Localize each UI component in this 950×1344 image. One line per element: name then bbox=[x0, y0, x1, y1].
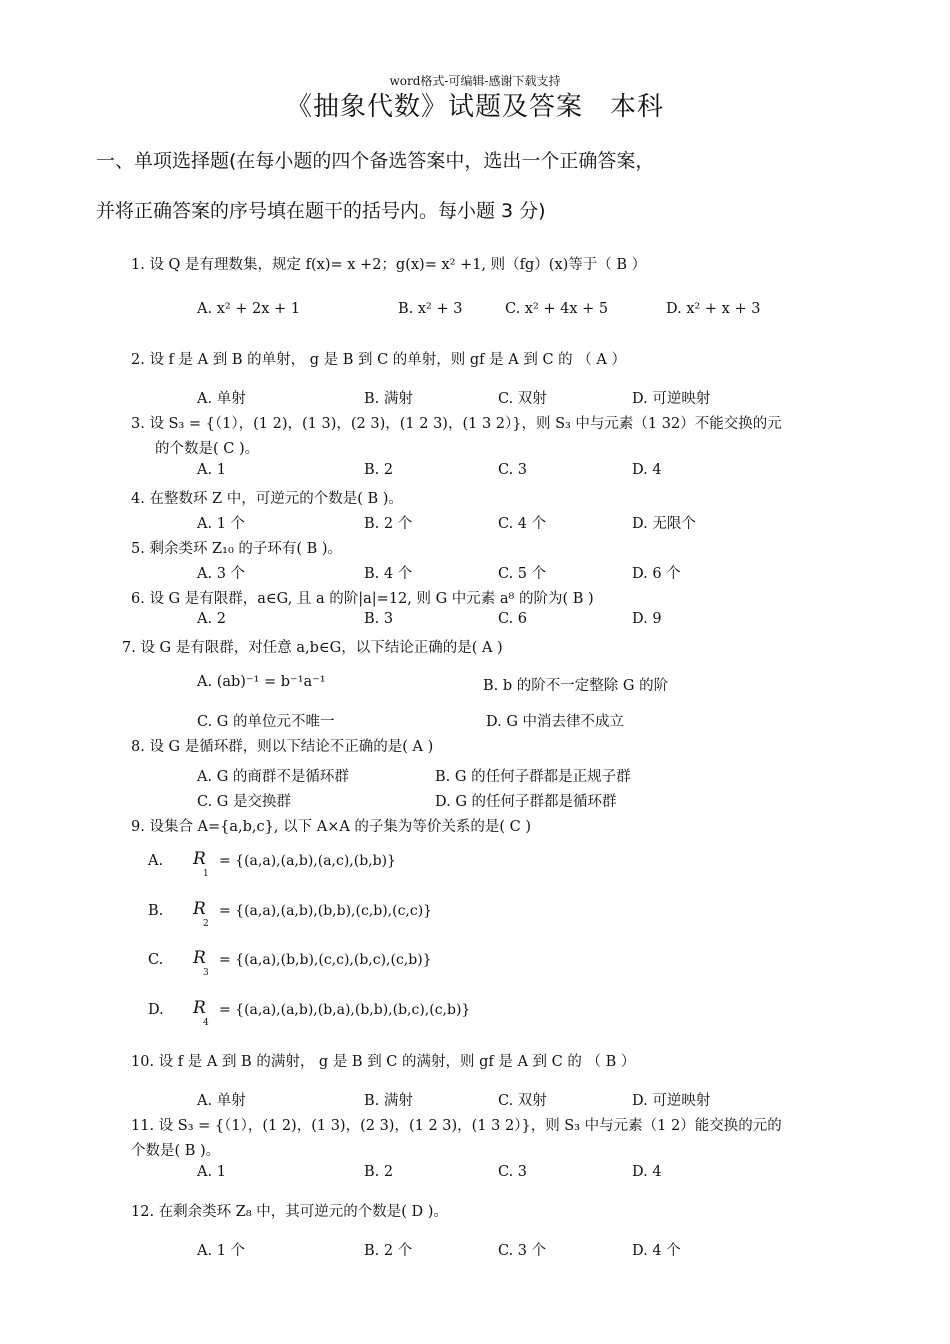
question-3-option-d: D. 4 bbox=[632, 462, 662, 478]
question-11-option-c: C. 3 bbox=[498, 1164, 528, 1180]
relation-subscript: 3 bbox=[203, 968, 209, 978]
question-6-option-b: B. 3 bbox=[364, 611, 394, 627]
question-2-option-a: A. 单射 bbox=[197, 391, 246, 407]
question-11-option-a: A. 1 bbox=[197, 1164, 226, 1180]
section-heading-line2: 并将正确答案的序号填在题干的括号内。每小题 3 分) bbox=[96, 200, 546, 222]
question-7-option-b: B. b 的阶不一定整除 G 的阶 bbox=[483, 678, 669, 694]
question-7-option-a: A. (ab)⁻¹ = b⁻¹a⁻¹ bbox=[197, 674, 326, 690]
relation-set: = {(a,a),(a,b),(a,c),(b,b)} bbox=[219, 853, 396, 869]
question-5-option-d: D. 6 个 bbox=[632, 566, 681, 582]
question-11-option-b: B. 2 bbox=[364, 1164, 394, 1180]
question-12-option-d: D. 4 个 bbox=[632, 1243, 681, 1259]
question-10-option-b: B. 满射 bbox=[364, 1093, 413, 1109]
relation-symbol: R bbox=[193, 849, 206, 869]
question-1-stem: 1. 设 Q 是有理数集，规定 f(x)= x +2；g(x)= x² +1, 则（fg）(x)等于（ B ） bbox=[131, 257, 647, 273]
question-1-option-b: B. x² + 3 bbox=[398, 301, 463, 317]
question-6-option-a: A. 2 bbox=[197, 611, 226, 627]
question-5-option-b: B. 4 个 bbox=[364, 566, 413, 582]
relation-symbol: R bbox=[193, 998, 206, 1018]
question-9-relation-3 bbox=[193, 948, 533, 978]
question-10-option-c: C. 双射 bbox=[498, 1093, 547, 1109]
question-4-stem: 4. 在整数环 Z 中，可逆元的个数是( B )。 bbox=[131, 491, 403, 507]
question-8-option-d: D. G 的任何子群都是循环群 bbox=[435, 794, 617, 810]
question-9-stem: 9. 设集合 A={a,b,c}, 以下 A×A 的子集为等价关系的是( C ) bbox=[131, 819, 532, 835]
relation-symbol: R bbox=[193, 948, 206, 968]
question-4-option-c: C. 4 个 bbox=[498, 516, 547, 532]
question-7-stem: 7. 设 G 是有限群，对任意 a,b∈G，以下结论正确的是( A ) bbox=[122, 640, 503, 656]
question-5-stem: 5. 剩余类环 Z₁₀ 的子环有( B )。 bbox=[131, 541, 343, 557]
question-9-option-c: C. bbox=[148, 952, 164, 968]
question-4-option-b: B. 2 个 bbox=[364, 516, 413, 532]
page-title: 《抽象代数》试题及答案 本科 bbox=[285, 92, 664, 122]
question-4-option-a: A. 1 个 bbox=[197, 516, 246, 532]
question-11-stem-cont: 个数是( B )。 bbox=[131, 1143, 221, 1159]
question-6-option-d: D. 9 bbox=[632, 611, 662, 627]
question-12-option-c: C. 3 个 bbox=[498, 1243, 547, 1259]
question-5-option-c: C. 5 个 bbox=[498, 566, 547, 582]
question-8-option-b: B. G 的任何子群都是正规子群 bbox=[435, 769, 631, 785]
question-9-relation-1 bbox=[193, 849, 513, 879]
question-11-stem: 11. 设 S₃ = {（1），(1 2)，(1 3)，(2 3)，(1 2 3)，(1 3 2）}，则 S₃ 中与元素（1 2）能交换的元的 bbox=[131, 1118, 782, 1134]
question-7-option-c: C. G 的单位元不唯一 bbox=[197, 714, 335, 730]
question-1-option-c: C. x² + 4x + 5 bbox=[505, 301, 609, 317]
question-4-option-d: D. 无限个 bbox=[632, 516, 696, 532]
question-12-option-b: B. 2 个 bbox=[364, 1243, 413, 1259]
question-11-option-d: D. 4 bbox=[632, 1164, 662, 1180]
question-3-option-a: A. 1 bbox=[197, 462, 226, 478]
relation-set: = {(a,a),(b,b),(c,c),(b,c),(c,b)} bbox=[219, 952, 432, 968]
question-9-relation-2 bbox=[193, 899, 533, 929]
relation-subscript: 1 bbox=[203, 869, 209, 879]
question-10-option-a: A. 单射 bbox=[197, 1093, 246, 1109]
question-2-stem: 2. 设 f 是 A 到 B 的单射， g 是 B 到 C 的单射，则 gf 是 A 到 C 的 （ A ） bbox=[131, 352, 626, 368]
relation-set: = {(a,a),(a,b),(b,a),(b,b),(b,c),(c,b)} bbox=[219, 1002, 471, 1018]
question-8-option-c: C. G 是交换群 bbox=[197, 794, 291, 810]
question-3-option-c: C. 3 bbox=[498, 462, 528, 478]
question-9-option-b: B. bbox=[148, 903, 164, 919]
question-5-option-a: A. 3 个 bbox=[197, 566, 246, 582]
relation-symbol: R bbox=[193, 899, 206, 919]
question-9-option-d: D. bbox=[148, 1002, 164, 1018]
question-8-option-a: A. G 的商群不是循环群 bbox=[197, 769, 349, 785]
relation-set: = {(a,a),(a,b),(b,b),(c,b),(c,c)} bbox=[219, 903, 433, 919]
question-6-option-c: C. 6 bbox=[498, 611, 528, 627]
question-1-option-a: A. x² + 2x + 1 bbox=[197, 301, 301, 317]
question-1-option-d: D. x² + x + 3 bbox=[666, 301, 761, 317]
question-6-stem: 6. 设 G 是有限群，a∈G, 且 a 的阶|a|=12, 则 G 中元素 a⁸ 的阶为( B ) bbox=[131, 591, 594, 607]
question-12-option-a: A. 1 个 bbox=[197, 1243, 246, 1259]
question-3-stem: 3. 设 S₃ = {（1），(1 2)，(1 3)，(2 3)，(1 2 3)，(1 3 2）}，则 S₃ 中与元素（1 32）不能交换的元 bbox=[131, 416, 782, 432]
question-9-relation-4 bbox=[193, 998, 573, 1028]
section-heading-line1: 一、单项选择题(在每小题的四个备选答案中，选出一个正确答案， bbox=[96, 150, 655, 172]
question-2-option-b: B. 满射 bbox=[364, 391, 413, 407]
question-10-stem: 10. 设 f 是 A 到 B 的满射， g 是 B 到 C 的满射，则 gf 是 A 到 C 的 （ B ） bbox=[131, 1054, 636, 1070]
question-10-option-d: D. 可逆映射 bbox=[632, 1093, 711, 1109]
question-2-option-c: C. 双射 bbox=[498, 391, 547, 407]
question-2-option-d: D. 可逆映射 bbox=[632, 391, 711, 407]
question-3-option-b: B. 2 bbox=[364, 462, 394, 478]
question-9-option-a: A. bbox=[148, 853, 164, 869]
header-note: word格式-可编辑-感谢下载支持 bbox=[389, 74, 561, 88]
question-8-stem: 8. 设 G 是循环群，则以下结论不正确的是( A ) bbox=[131, 739, 434, 755]
question-7-option-d: D. G 中消去律不成立 bbox=[486, 714, 625, 730]
question-12-stem: 12. 在剩余类环 Z₈ 中，其可逆元的个数是( D )。 bbox=[131, 1204, 448, 1220]
relation-subscript: 2 bbox=[203, 919, 209, 929]
question-3-stem-cont: 的个数是( C )。 bbox=[155, 441, 260, 457]
relation-subscript: 4 bbox=[203, 1018, 209, 1028]
